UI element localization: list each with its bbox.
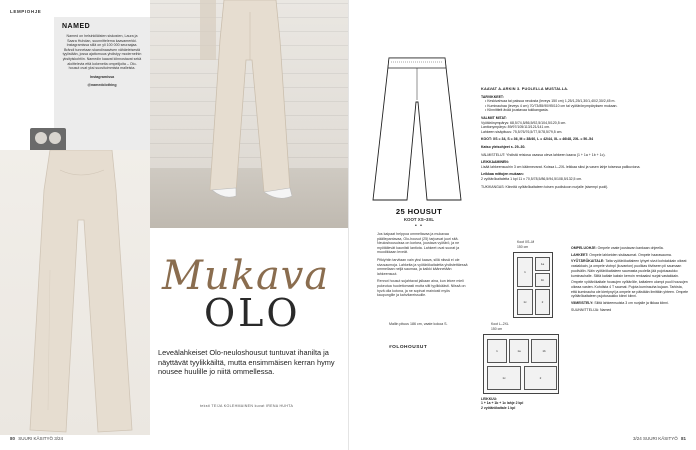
cutting-layouts [477, 240, 567, 410]
lead-paragraph: Leveälahkeiset Olo-neuloshousut tuntuvat ihanilta ja näyttävät tyylikkäiltä, mutta ensimmäisen kerran hymy nousee huulille jo niitä ommellessa. [158, 348, 335, 377]
layout-label-xs-m: Koot XS–M [517, 240, 535, 244]
product-name: 25 HOUSUT [395, 207, 443, 216]
layout-l-2xl [483, 334, 559, 394]
layout-label-l-2xl: Koot L–2XL [491, 322, 509, 326]
designer-credit: SUUNNITTELIJA: Named [571, 307, 612, 312]
headline-sub: OLO [204, 291, 301, 335]
sewing-step: LAHKEET: Ompele lahkeiden sisäsaumat. Ompele haarasauma. [571, 252, 672, 257]
description-paragraph: Pitkiyhtin tarvitaan vain yksi kaava, sillä niissä ei ole sivusaumoja. Lahkeita ja vyötärökaitaletta yhdistettäessä ommellaan neljä saumaa, ja kaikki käännetään lahkeensuut. [377, 257, 468, 276]
legend-line-2: 2 vyötärökaitale 1 kpl [481, 405, 516, 410]
materials-item: • Kiinnitttelt ävää joustavaa tukikangasta. [485, 108, 549, 113]
magazine-name-right: 3/24 SUURI KÄSITYÖ [632, 436, 678, 441]
piece-1: 1 [517, 257, 533, 287]
layout-xs-m [513, 252, 553, 318]
pants-photo-figure [194, 0, 306, 210]
pants-technical-drawing [361, 54, 473, 204]
piece-2: 2 [524, 366, 557, 390]
piece-1b: 1b [535, 273, 550, 287]
legend-line-1: 1 + 1a + 1b + 1c lahje 2 kpl [481, 401, 524, 406]
description-paragraph: Rennot housut sujahtavat jalkaan aina, kun lekee mieli pukeutua huolettomasti mutta silti tyylikkäästi. Niissä on hyvä olla kotona, ja ne sopivat mainiosti myös kaupungille ja kahvilareissuille. [377, 279, 466, 298]
measures-item: Lahkeen sisäpituus: 75,5/76/76,5/77,5/78,5/79,5 cm. [481, 129, 563, 134]
photo-pants-full [0, 150, 150, 435]
instructions-header: KAAVAT A-ARKIN 3. PUOLELLA MUSTALLA. [481, 87, 569, 91]
prep-text: VALMISTELUT: Yhdistä reisiosa osassa oleva lahkeen kaava (1 + 1a + 1b + 1c). [481, 152, 606, 157]
folio-left [10, 436, 63, 441]
materials-item: • Kuminauhaa (leveys 4 cm) 70/73/85/90/95/110 cm tai vyötärönympäryksen mukaan. [485, 103, 618, 108]
folio-right [633, 436, 686, 441]
credits: teksti TEIJA KOLEHMAINEN kuvat IRENA HUHTA [200, 404, 294, 408]
sidebar-body: Named on helsinkiläisten siskosten, Laura ja Saara Huhdan, suunnittelema kaavamerkki. Instagramissa sillä on yli 100 000 seuraajaa. Brändi tunnetaan skandinaavisen vähäeleisestä tyylistään, jossa ajattomuus yhdistyy moderneihin yksityiskohtiin. Namedin kaavat kiinnostavat sekä aloittelevia että kokeneita ompelijoita – Olo-housut ovat yksi suosituimmista malleista. [62, 34, 142, 71]
product-title-block [369, 207, 469, 229]
model-note: Mallin pituus 186 cm, vaate kokoa S. [389, 322, 448, 326]
magazine-name-left: SUURI KÄSITYÖ 3/24 [18, 436, 64, 441]
piece-1: 1 [487, 339, 507, 363]
sidebar-instagram-label: Instagramissa [89, 74, 115, 79]
page-number-left: 80 [10, 436, 16, 441]
piece-1a: 1a [509, 339, 529, 363]
sewing-step: VIIMEISTELY: Silitä lahkeensuista 3 cm nurjalle ja tikkaa kiinni. [571, 301, 669, 306]
cutting-title: LEIKKAAMINEN: [481, 160, 509, 165]
materials-title: TARVIKKEET: [481, 94, 504, 99]
instructions-column [481, 87, 691, 189]
product-description [377, 232, 469, 301]
piece-1c: 1c [487, 366, 521, 390]
sidebar-heading: NAMED [62, 23, 91, 30]
layout-width-xs-m: 150 cm [517, 245, 529, 249]
description-paragraph: Jos kaipaat helppoa ommeltavaa ja mukavaa päällepantavaa, Olo-housut (25) tarjoavat juuri sitä. Neuloshousuissa on korkea, joustava vyötärö, ja ne myötäilevät kauniisti lantiota. Lahkeet ovat suorat ja muodikkaan leveät. [377, 232, 460, 255]
measures-title: VALMIIT MITAT: [481, 115, 507, 120]
layout-width-l-2xl: 150 cm [491, 327, 503, 331]
piece-1a: 1a [535, 257, 550, 271]
piece-1c: 1c [517, 289, 533, 315]
sewing-step: Ompele vyötärökaitale housujen vyötärölle, kaitaleen ulompi puoli housujen oikeaa vasten. Kohdista 4 T saumat. Pujota kuminauha kujaan. Tarkista, että kuminauha ole kiertynyt ja ompele se päistään limittäin yhteen. Ompele vyötärökaitaleen pujotusaukko kiinni kiinni. [571, 280, 689, 299]
sewing-step: OMPELUOHJE: Ompele vaate joustavan kankaan ohjeella. [571, 246, 664, 250]
materials-item: • Keskivahvaa tai paksua neulosta (leveys 150 cm) 1,25/1,25/1,30/1,40/2,30/2,45 m. [485, 99, 616, 104]
sizes-line: KOOT: XS = 34, S = 36, M = 38/40, L = 42/44, XL = 46/48, 2XL = 50–54 [481, 137, 594, 142]
sidebar-instagram-handle: @namedclothing [87, 83, 117, 88]
interfacing-text: TUKIKANGAS: Kiinnitä vyötärökaitaleen toisen puoliskoon nurjalle (sisempi puoli). [481, 184, 609, 189]
legend-title: LEIKKUU: [481, 397, 498, 401]
cut-pieces-text: 2 vyötärökaitaleita 1 kpl 11 x 70,5/78,5/86,5/94,5/108,5/132,5 cm. [481, 176, 583, 181]
cut-pieces-title: Leikkaa mittojen mukaan: [481, 172, 524, 177]
sewing-step: VYÖTÄRÖKAITALE: Taita vyötärökaitaleen lyhyet sivut kohdakkain oikeat vastakkain, ja ompele vlotnpl (kuvanton) puolikas tiiviiseen pii saumaan puolivälin. Näin vyötärökaitaleen saumasta puolella jää pujotusaukko kuminauhalle. Silitä kaitale kaksin kerroin renkaaksi nurjat vastakkain. [571, 259, 687, 278]
right-page [348, 0, 696, 450]
pants-full-figure [20, 150, 140, 435]
difficulty-dots: • • [415, 223, 423, 229]
piece-1b: 1b [531, 339, 557, 363]
product-sizes: KOOT XS–3XL [403, 217, 435, 222]
headline-word: Mukava [162, 253, 330, 299]
piece-2: 2 [535, 289, 550, 315]
cutting-text: Lisää lahkeensuuhin 3 cm käännevarat. Koissa L–2XL leikkaa siksi ja vasen lahje toisessa palikuviona. [481, 164, 641, 169]
measures-item: Lantionympärys: 89/97/105/113/121/141 cm. [481, 125, 551, 130]
cutting-legend [481, 397, 523, 410]
sizes-note: Katso yleisohjeet s. 29–30. [481, 144, 526, 149]
sewing-instructions [571, 246, 689, 314]
measures-item: Vyötärönympärys: 68,5/74,5/86,5/92,5/104,5/120,5 cm. [481, 120, 567, 125]
section-label: LEMPIOHJE [10, 9, 42, 14]
page-number-right: 81 [680, 436, 686, 441]
hashtag: #OLOHOUSUT [389, 345, 428, 350]
photo-pants-street [150, 0, 348, 228]
